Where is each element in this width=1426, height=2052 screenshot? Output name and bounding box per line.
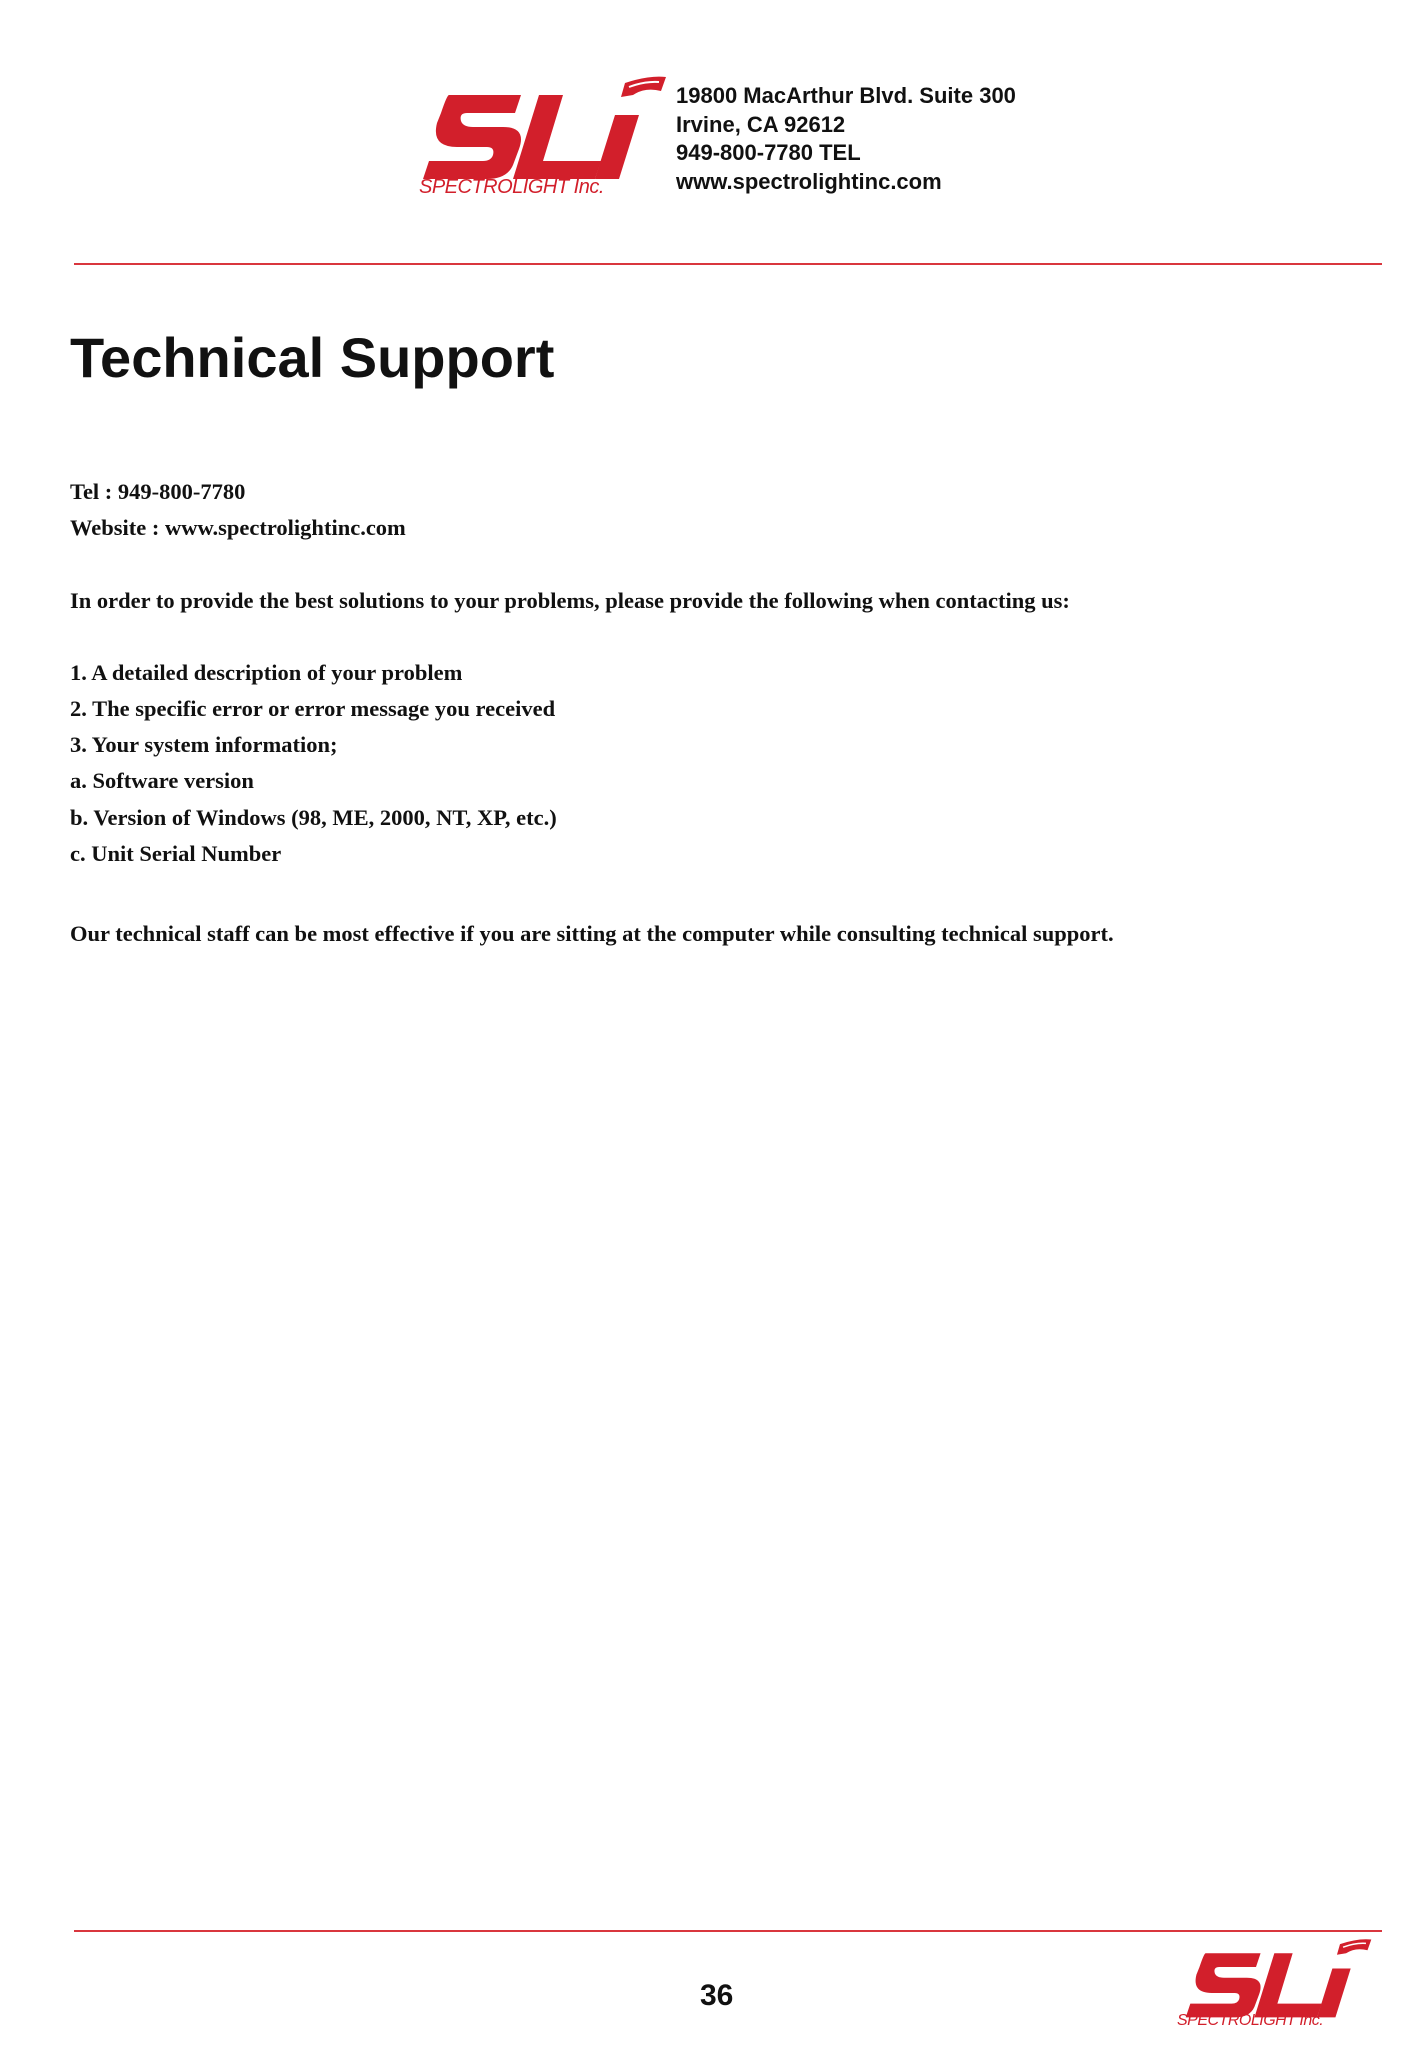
address-street: 19800 MacArthur Blvd. Suite 300 (676, 83, 1016, 108)
footer-divider (74, 1930, 1382, 1932)
logo-dot-swoosh (621, 77, 666, 97)
list-item: 2. The specific error or error message you received (70, 696, 556, 721)
logo-subtitle: SPECTROLIGHT Inc. (419, 176, 604, 198)
company-address (676, 82, 1016, 196)
sli-logo (419, 75, 666, 185)
header-divider (74, 263, 1382, 265)
list-item: c. Unit Serial Number (70, 841, 282, 866)
list-item: b. Version of Windows (98, ME, 2000, NT, XP, etc.) (70, 805, 557, 830)
contact-website: Website : www.spectrolightinc.com (70, 515, 406, 540)
page-title: Technical Support (70, 326, 555, 389)
footer-sli-logo (1177, 1938, 1377, 2022)
contact-tel: Tel : 949-800-7780 (70, 479, 246, 504)
address-website: www.spectrolightinc.com (676, 168, 942, 194)
page-number: 36 (700, 1979, 734, 2012)
footer-logo-subtitle: SPECTROLIGHT Inc. (1177, 2012, 1324, 2029)
address-phone: 949-800-7780 TEL (676, 140, 861, 165)
address-city: Irvine, CA 92612 (676, 111, 846, 137)
list-item: 1. A detailed description of your problem (70, 660, 463, 685)
closing-text: Our technical staff can be most effective if you are sitting at the computer while consulting technical support. (70, 921, 1114, 946)
logo-letter-l (513, 95, 601, 179)
logo-letter-s (423, 95, 521, 179)
list-item: 3. Your system information; (70, 732, 338, 757)
list-item: a. Software version (70, 768, 254, 793)
logo-letter-i (595, 115, 639, 179)
intro-text: In order to provide the best solutions to your problems, please provide the following when contacting us: (70, 588, 1070, 613)
